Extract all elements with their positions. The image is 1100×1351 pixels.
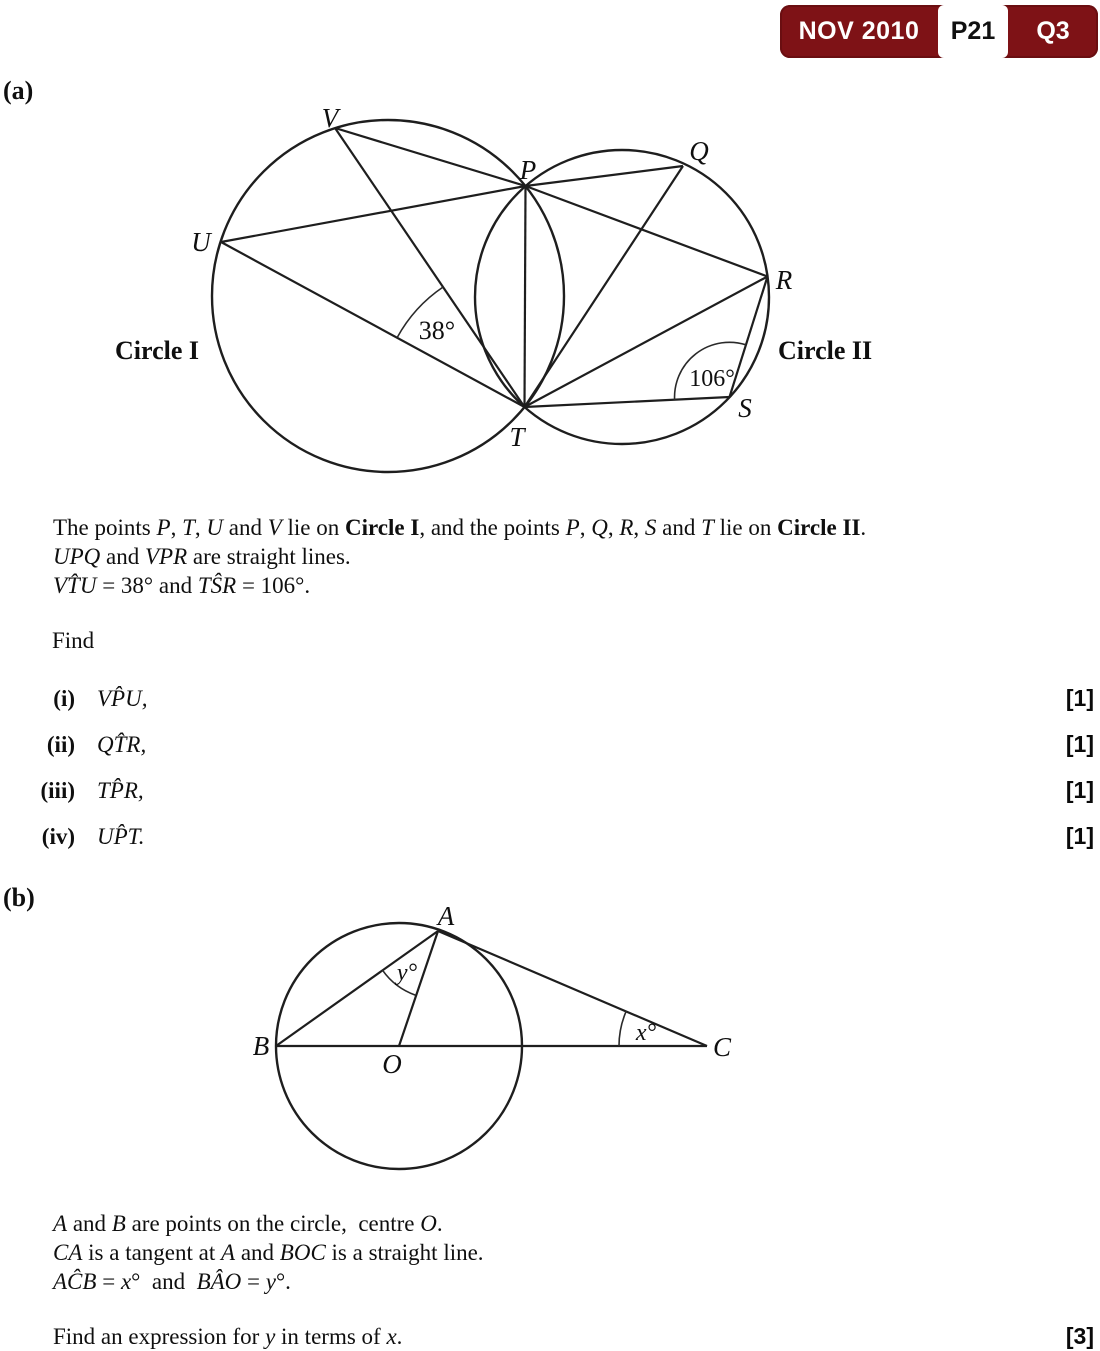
marks-badge: [1]	[1065, 685, 1094, 711]
angle-arc-x	[619, 1011, 626, 1046]
part-b-label: (b)	[3, 883, 35, 912]
item-angle: TP̂R,	[97, 778, 144, 803]
part-a-description-line-3: VT̂U = 38° and TŜR = 106°.	[53, 573, 311, 598]
part-b-description-line-2: CA is a tangent at A and BOC is a straight line.	[53, 1240, 484, 1265]
item-number: (ii)	[46, 732, 75, 757]
chord-BA	[276, 931, 438, 1046]
point-label-U: U	[191, 227, 211, 257]
diagram-circle-tangent	[240, 895, 770, 1185]
point-label-B: B	[252, 1031, 270, 1061]
point-label-O: O	[382, 1049, 402, 1079]
circle-I	[212, 120, 564, 472]
marks-badge: [3]	[1065, 1323, 1094, 1349]
point-label-A: A	[437, 901, 455, 931]
point-label-R: R	[775, 265, 793, 295]
find-heading: Find	[52, 628, 95, 653]
find-item-iv	[0, 822, 1100, 851]
badge-paper: P21	[938, 5, 1008, 58]
item-angle: VP̂U,	[97, 686, 148, 711]
chord-PT	[525, 186, 526, 407]
item-number: (i)	[53, 686, 75, 711]
part-b-description-line-3: AĈB = x° and BÂO = y°.	[53, 1269, 291, 1294]
marks-badge: [1]	[1065, 823, 1094, 849]
angle-value-y: y°	[396, 960, 418, 986]
point-label-Q: Q	[689, 136, 709, 166]
chord-QT	[525, 166, 684, 407]
angle-value-38: 38°	[418, 316, 456, 345]
angle-value-106: 106°	[689, 366, 735, 392]
find-item-ii	[0, 730, 1100, 759]
part-a-description-line-1: The points P, T, U and V lie on Circle I, and the points P, Q, R, S and T lie on Circle II.	[53, 515, 867, 540]
point-label-C: C	[712, 1032, 732, 1062]
find-item-iii	[0, 776, 1100, 805]
point-label-S: S	[738, 393, 752, 423]
point-label-P: P	[519, 155, 537, 185]
item-number: (iii)	[40, 778, 75, 803]
badge-question-number: Q3	[1036, 17, 1070, 45]
part-b-find-row	[53, 1322, 1100, 1351]
circle-I-label: Circle I	[115, 336, 199, 365]
chord-VT	[335, 128, 525, 407]
marks-badge: [1]	[1065, 731, 1094, 757]
item-angle: QT̂R,	[97, 732, 147, 757]
item-angle: UP̂T.	[97, 824, 145, 849]
marks-badge: [1]	[1065, 777, 1094, 803]
point-label-V: V	[321, 103, 339, 133]
item-number: (iv)	[41, 824, 75, 849]
part-b-description-line-1: A and B are points on the circle, centre O.	[53, 1211, 443, 1236]
question-reference-badge	[780, 5, 1098, 58]
circle-II-label: Circle II	[778, 336, 873, 365]
find-item-i	[0, 684, 1100, 713]
line-UPQ	[221, 166, 683, 242]
part-b-find-text: Find an expression for y in terms of x.	[53, 1324, 403, 1349]
badge-session: NOV 2010	[798, 17, 920, 45]
chord-TS	[525, 397, 730, 407]
part-a-label: (a)	[3, 76, 34, 105]
angle-value-x: x°	[635, 1020, 657, 1046]
part-a-description-line-2: UPQ and VPR are straight lines.	[53, 544, 351, 569]
tangent-AC	[438, 931, 707, 1046]
point-label-T: T	[509, 422, 525, 452]
diagram-two-circles	[100, 95, 890, 490]
radius-AO	[399, 931, 438, 1046]
